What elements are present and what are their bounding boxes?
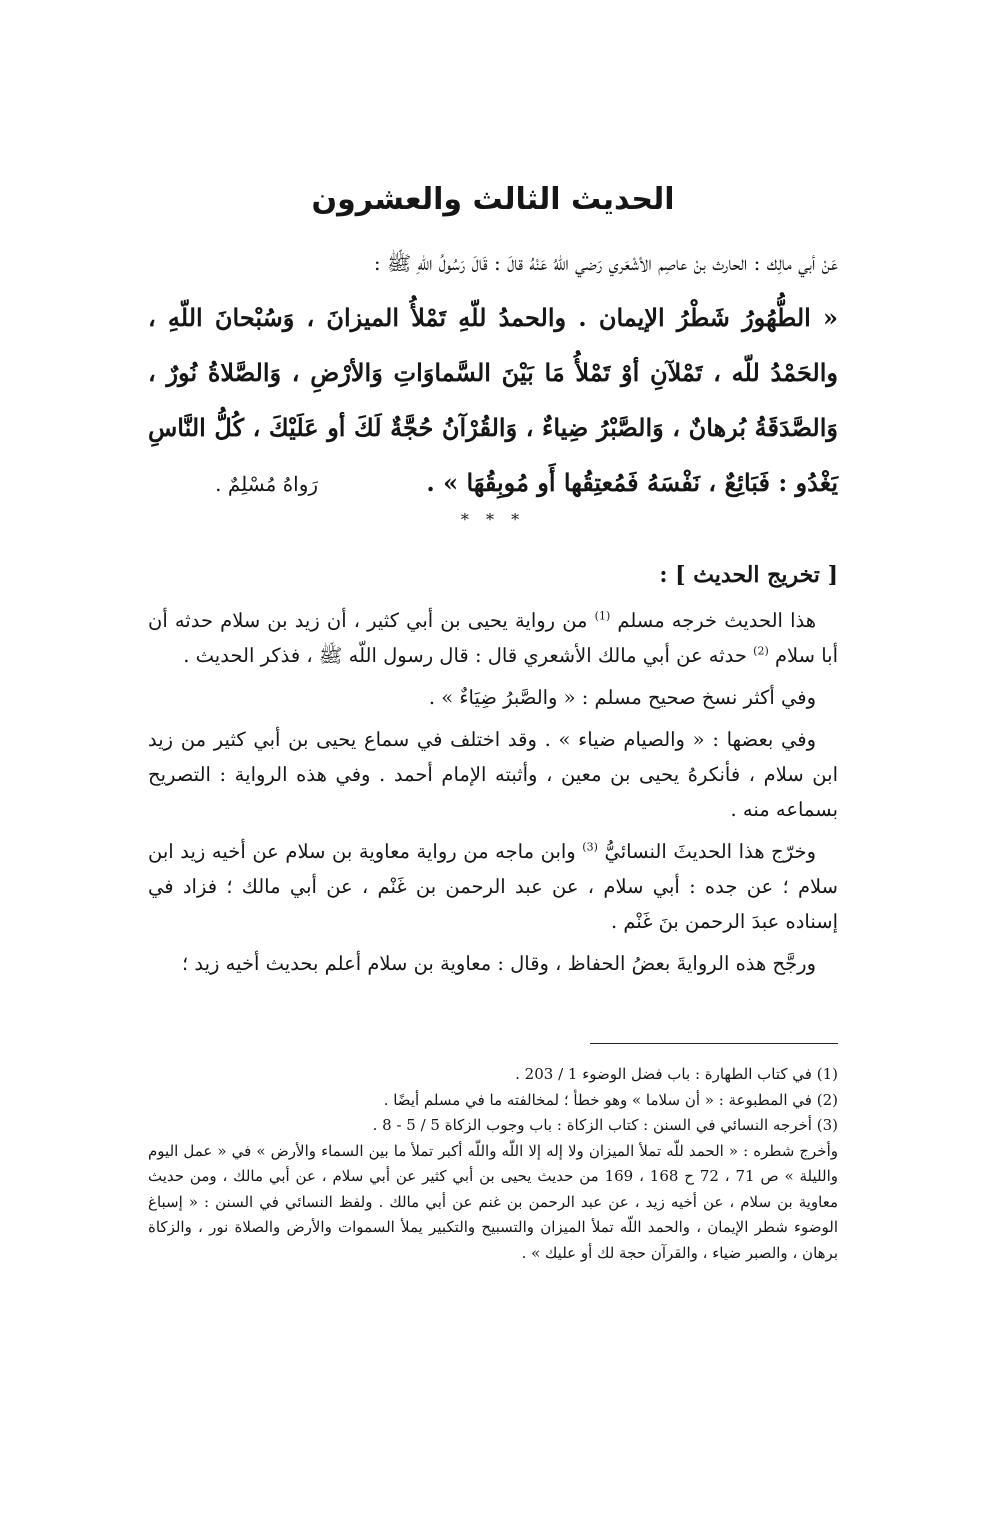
- paragraph-1: هذا الحديث خرجه مسلم $^{(1)}$ من رواية يحيى بن أبي كثير ، أن زيد بن سلام حدثه أن أبا سلام $^{(2)}$ حدثه عن أبي مالك الأشعري قال : قال رسول اللّه ﷺ ، فذكر الحديث .: [148, 609, 838, 667]
- footnote-1: (1) في كتاب الطهارة : باب فضل الوضوء 1 / 203 .: [515, 1065, 838, 1083]
- paragraph-4: وخرّج هذا الحديثَ النسائيُّ $^{(3)}$ وابن ماجه من رواية معاوية بن سلام عن أخيه زيد ابن سلام ؛ عن جده : أبي سلام ، عن عبد الرحمن بن غَنْم ، عن أبي مالك ؛ فزاد في إسناده عبدَ الرحمن بنَ غَنْم .: [148, 840, 838, 933]
- hadith-text-block: [148, 290, 838, 512]
- footnote-ref-2[interactable]: (2): [753, 644, 769, 658]
- hadith-text: « الطُّهُورُ شَطْرُ الإيمان . والحمدُ للّهِ تَمْلأُ الميزانَ ، وَسُبْحانَ اللّهِ ، والحَمْدُ للّه ، تَمْلآنِ أوْ تَمْلأُ مَا بَيْنَ السَّماوَاتِ وَالأرْضِ ، وَالصَّلاةُ نُورٌ ، وَالصَّدَقَةُ بُرهانٌ ، وَالصَّبْرُ ضِياءٌ ، وَالقُرْآنُ حُجَّةٌ لَكَ أو عَلَيْكَ ، كُلُّ النَّاسِ يَغْدُو : فَبَائِعٌ ، نَفْسَهُ فَمُعتِقُها أَو مُوبِقُهَا » .: [148, 303, 838, 497]
- hadith-intro: عَنْ أبي مالِك : الحارث بنْ عاصِم الأشْعَري رَضي اللّهُ عَنْهُ قالَ : قَالَ رَسُولُ اللّهِ ﷺ :: [373, 251, 838, 275]
- section-heading: [ تخريج الحديث ] :: [659, 562, 838, 588]
- paragraph-3: وفي بعضها : « والصيام ضياء » . وقد اختلف في سماع يحيى بن أبي كثير من زيد ابن سلام ، فأنكرهُ يحيى بن معين ، وأثبته الإمام أحمد . وفي هذه الرواية : التصريح بسماعه منه .: [148, 728, 838, 821]
- footnote-divider: [590, 1043, 838, 1044]
- hadith-narrator: رَواهُ مُسْلِمٌ .: [215, 472, 319, 496]
- footnote-ref-1[interactable]: (1): [594, 609, 611, 623]
- section-separator: * * *: [460, 510, 526, 529]
- footnote-ref-3[interactable]: (3): [582, 840, 598, 854]
- footnote-2: (2) في المطبوعة : « أن سلاما » وهو خطأ ؛ لمخالفته ما في مسلم أيضًا .: [383, 1090, 838, 1109]
- page-title: الحديث الثالث والعشرون: [311, 182, 675, 217]
- footnotes: [148, 1062, 838, 1266]
- commentary-body: [148, 603, 838, 988]
- footnote-3-continuation: وأخرج شطره : « الحمد للّه تملأ الميزان ولا إله إلا اللّه واللّه أكبر تملأ ما بين السماء والأرض » في « عمل اليوم والليلة » ص 71 ، 72 ح 168 ، 169 من حديث يحيى بن أبي كثير عن أبي سلام ، عن أبي مالك ، ومن حديث معاوية بن سلام ، عن أخيه زيد ، عن عبد الرحمن بن غنم عن أبي مالك . ولفظ النسائي في السنن : « إسباغ الوضوء شطر الإيمان ، والحمد اللّه تملأ الميزان والتسبيح والتكبير يملأ السموات والأرض والصلاة نور ، والزكاة برهان ، والصبر ضياء ، والقرآن حجة لك أو عليك » .: [148, 1141, 838, 1262]
- paragraph-5: ورجَّح هذه الروايةَ بعضُ الحفاظ ، وقال : معاوية بن سلام أعلم بحديث أخيه زيد ؛: [181, 952, 816, 975]
- paragraph-2: وفي أكثر نسخ صحيح مسلم : « والصَّبرُ ضِيَاءٌ » .: [428, 686, 816, 709]
- footnote-3: (3) أخرجه النسائي في السنن : كتاب الزكاة : باب وجوب الزكاة 5 / 5 - 8 .: [372, 1116, 838, 1134]
